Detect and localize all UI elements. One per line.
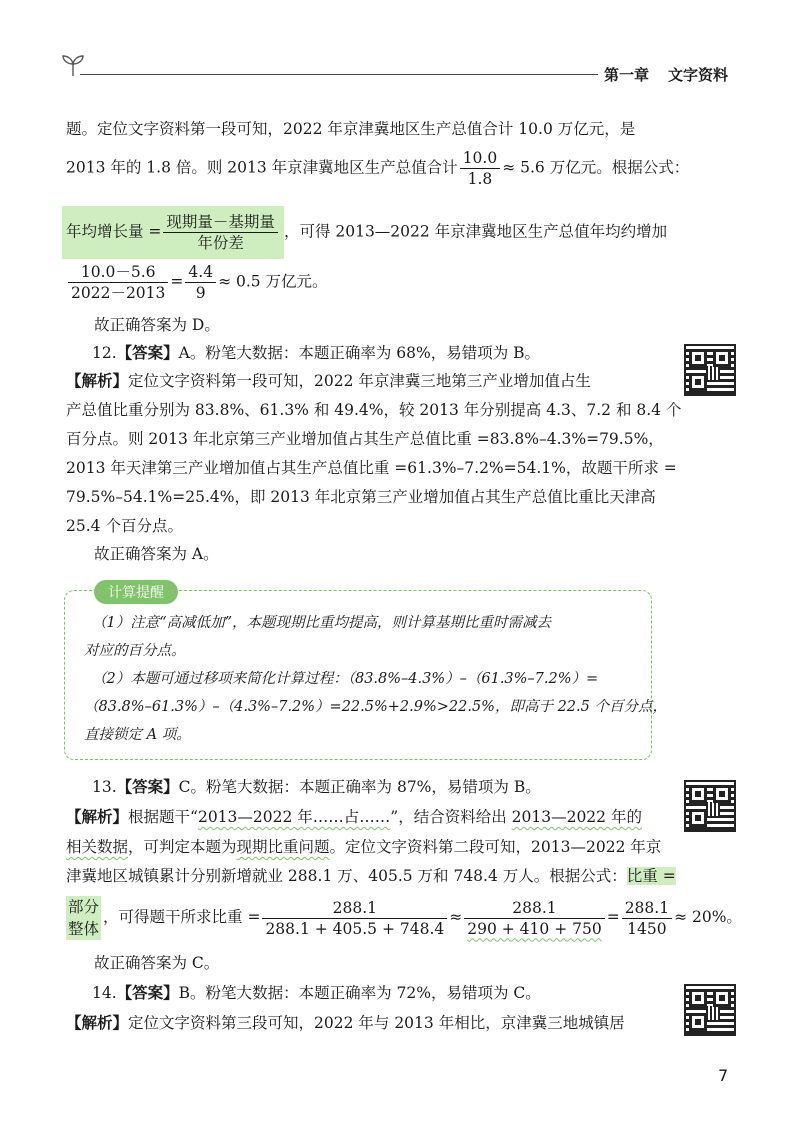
q13-ex-line3: 津冀地区城镇累计分别新增就业 288.1 万、405.5 万和 748.4 万人。根据公式：比重 = [66,867,676,885]
header-rule [80,74,598,75]
q13-ex-line2: 相关数据，可判定本题为现期比重问题。定位文字资料第二段可知，2013—2022 年京 [66,838,662,856]
q13-formula-line: 部分 整体 ，可得题干所求比重 = $\frac{288.1}{288.1 + 405.5 + 748.4}$ ≈ $\frac{288.1}{290 + 410 + 750}$ = $\frac{288.1}{1450}$ ≈ 20%。 [68,898,742,938]
header-chapter: 第一章 [604,66,650,84]
formula-highlight: 年均增长量 = $\frac{\text{现期量－基期量}}{\text{年份差}}$ [62,206,284,259]
tip-line3: （2）本题可通过移项来简化计算过程：（83.8%–4.3%）–（61.3%–7.2%）= [92,671,599,687]
p1-line3: 年均增长量 = $\frac{\text{现期量－基期量}}{\text{年份差}}$ ，可得 2013—2022 年京津冀地区生产总值年均约增加 [62,206,667,259]
q14-answer-line: 14.【答案】B。粉笔大数据：本题正确率为 72%，易错项为 C。 [92,984,541,1002]
p1-line2: 2013 年的 1.8 倍。则 2013 年京津冀地区生产总值合计 $\frac{10.0}{1.8}$ ≈ 5.6 万亿元。根据公式： [66,149,690,188]
qr-code-icon[interactable] [684,984,736,1036]
p1-calc: $\frac{10.0-5.6}{2022-2013}$ = $\frac{4.4}{9}$ ≈ 0.5 万亿元。 [66,262,328,303]
q12-ex-line1: 【解析】定位文字资料第一段可知，2022 年京津冀三地第三产业增加值占生 [66,372,591,390]
q13-answer: 故正确答案为 C。 [94,954,220,972]
q12-ex-line6: 25.4 个百分点。 [66,517,183,535]
tip-line1: （1）注意“高减低加”，本题现期比重均提高，则计算基期比重时需减去 [92,615,552,631]
q12-ex-line4: 2013 年天津第三产业增加值占其生产总值比重 =61.3%–7.2%=54.1%，故题干所求 = [66,459,677,477]
q12-answer-line: 12.【答案】A。粉笔大数据：本题正确率为 68%，易错项为 B。 [92,344,541,362]
calc-tip-title: 计算提醒 [94,580,178,604]
page-number: 7 [718,1066,729,1085]
q12-answer: 故正确答案为 A。 [94,545,219,563]
header-section: 文字资料 [668,66,729,84]
q12-ex-line3: 百分点。则 2013 年北京第三产业增加值占其生产总值比重 =83.8%–4.3%=79.5%， [66,430,664,448]
tip-line4: （83.8%–61.3%）–（4.3%–7.2%）=22.5%+2.9%>22.5%，即高于 22.5 个百分点， [84,699,667,715]
q13-answer-line: 13.【答案】C。粉笔大数据：本题正确率为 87%，易错项为 B。 [92,778,541,796]
p1-answer: 故正确答案为 D。 [94,316,220,334]
q14-ex-line1: 【解析】定位文字资料第三段可知，2022 年与 2013 年相比，京津冀三地城镇居 [66,1014,625,1032]
qr-code-icon[interactable] [684,344,736,396]
q13-ex-line1: 【解析】根据题干“2013—2022 年……占……”，结合资料给出 2013—2022 年的 [66,808,642,826]
p1-line1: 题。定位文字资料第一段可知，2022 年京津冀地区生产总值合计 10.0 万亿元，是 [66,120,636,138]
fraction-10-over-1.8: $\frac{10.0}{1.8}$ [460,148,501,189]
tip-line5: 直接锁定 A 项。 [84,727,191,743]
q12-ex-line5: 79.5%–54.1%=25.4%，即 2013 年北京第三产业增加值占其生产总值比重比天津高 [66,488,656,506]
q12-ex-line2: 产总值比重分别为 83.8%、61.3% 和 49.4%，较 2013 年分别提高 4.3、7.2 和 8.4 个 [66,401,682,419]
tip-line2: 对应的百分点。 [84,643,186,659]
part-over-whole: 部分 整体 [68,898,100,938]
qr-code-icon[interactable] [684,780,736,832]
